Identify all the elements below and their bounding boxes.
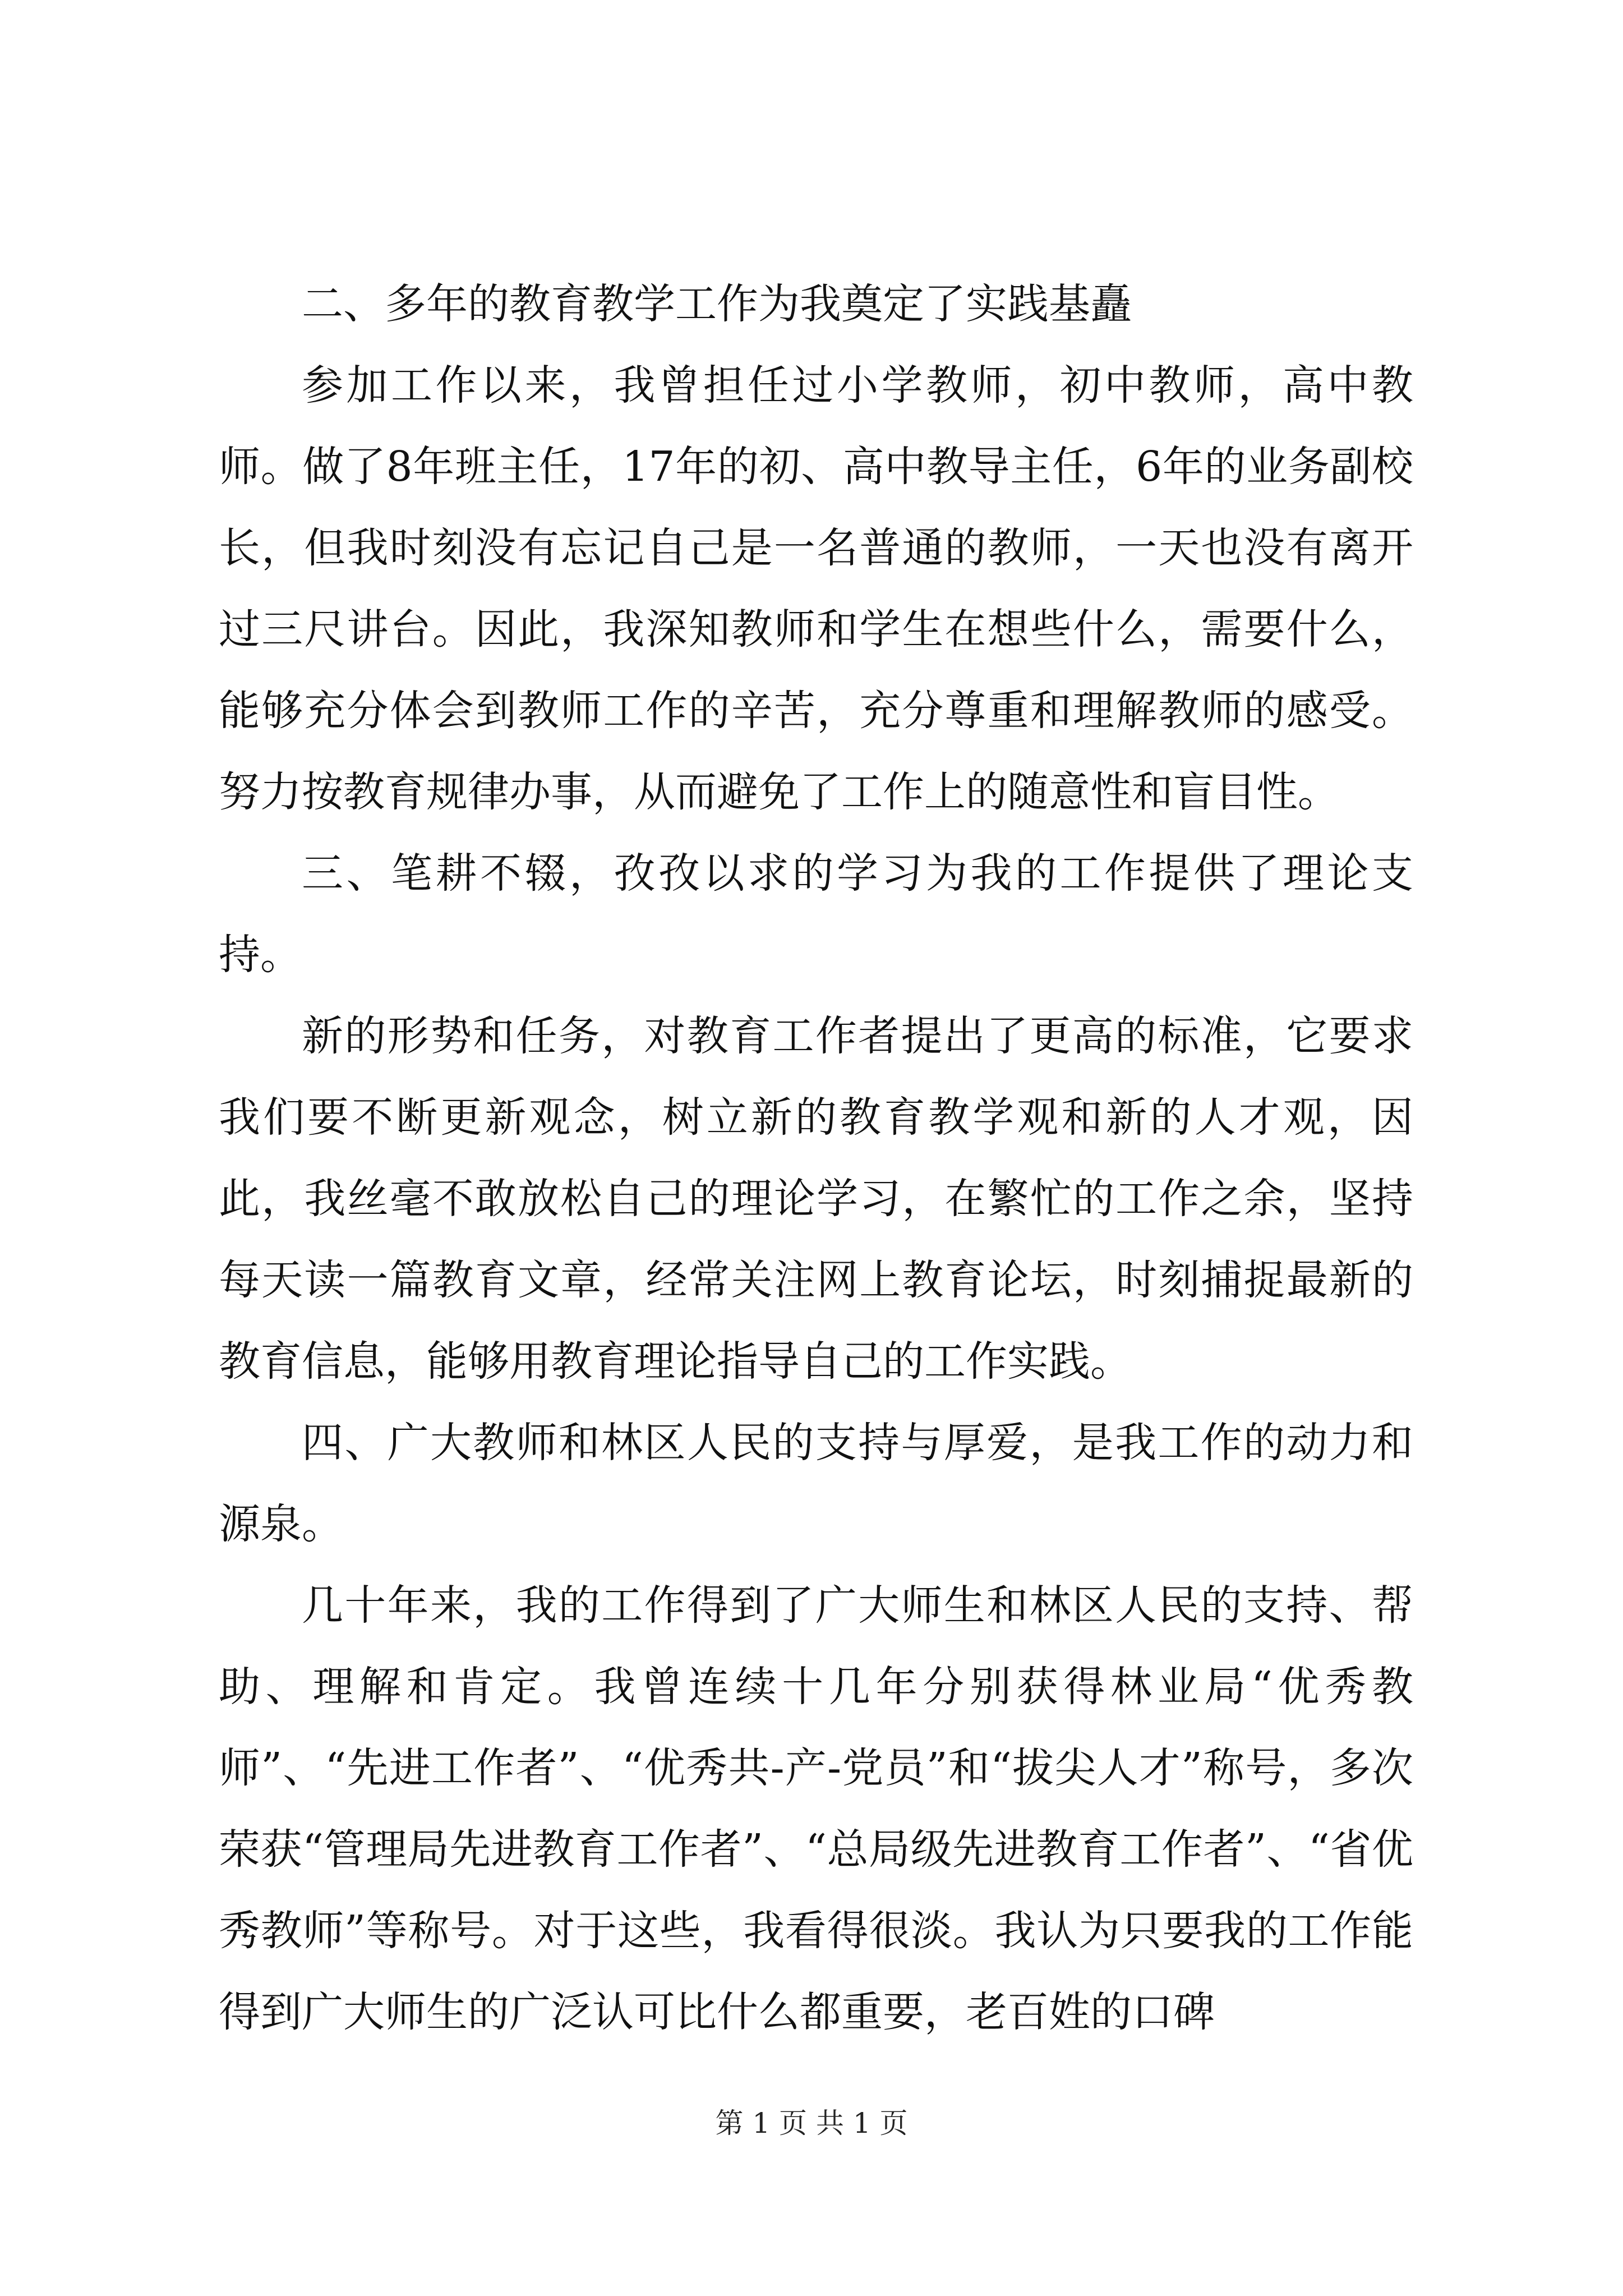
page-footer: 第 1 页 共 1 页 [715,2107,908,2139]
section-heading-practice: 二、多年的教育教学工作为我奠定了实践基矗 [302,280,1132,328]
paragraph-theory-study: 新的形势和任务，对教育工作者提出了更高的标准，它要求我们要不断更新观念，树立新的教育教学观和新的人才观，因此，我丝毫不敢放松自己的理论学习，在繁忙的工作之余，坚持每天读一篇教育文章，经常关注网上教育论坛，时刻捕捉最新的教育信息，能够用教育理论指导自己的工作实践。 [219,1012,1413,1386]
section-heading-theory: 三、笔耕不辍，孜孜以求的学习为我的工作提供了理论支持。 [219,849,1413,979]
document-body [219,264,1413,2053]
paragraph-honors: 几十年来，我的工作得到了广大师生和林区人民的支持、帮助、理解和肯定。我曾连续十几年分别获得林业局“优秀教师”、“先进工作者”、“优秀共-产-党员”和“拔尖人才”称号，多次荣获“管理局先进教育工作者”、“总局级先进教育工作者”、“省优秀教师”等称号。对于这些，我看得很淡。我认为只要我的工作能得到广大师生的广泛认可比什么都重要，老百姓的口碑 [219,1581,1413,2036]
section-heading-support: 四、广大教师和林区人民的支持与厚爱，是我工作的动力和源泉。 [219,1419,1413,1548]
paragraph-teaching-experience: 参加工作以来，我曾担任过小学教师，初中教师，高中教师。做了8年班主任，17年的初、高中教导主任，6年的业务副校长，但我时刻没有忘记自己是一名普通的教师，一天也没有离开过三尺讲台。因此，我深知教师和学生在想些什么，需要什么，能够充分体会到教师工作的辛苦，充分尊重和理解教师的感受。努力按教育规律办事，从而避免了工作上的随意性和盲目性。 [219,361,1413,816]
